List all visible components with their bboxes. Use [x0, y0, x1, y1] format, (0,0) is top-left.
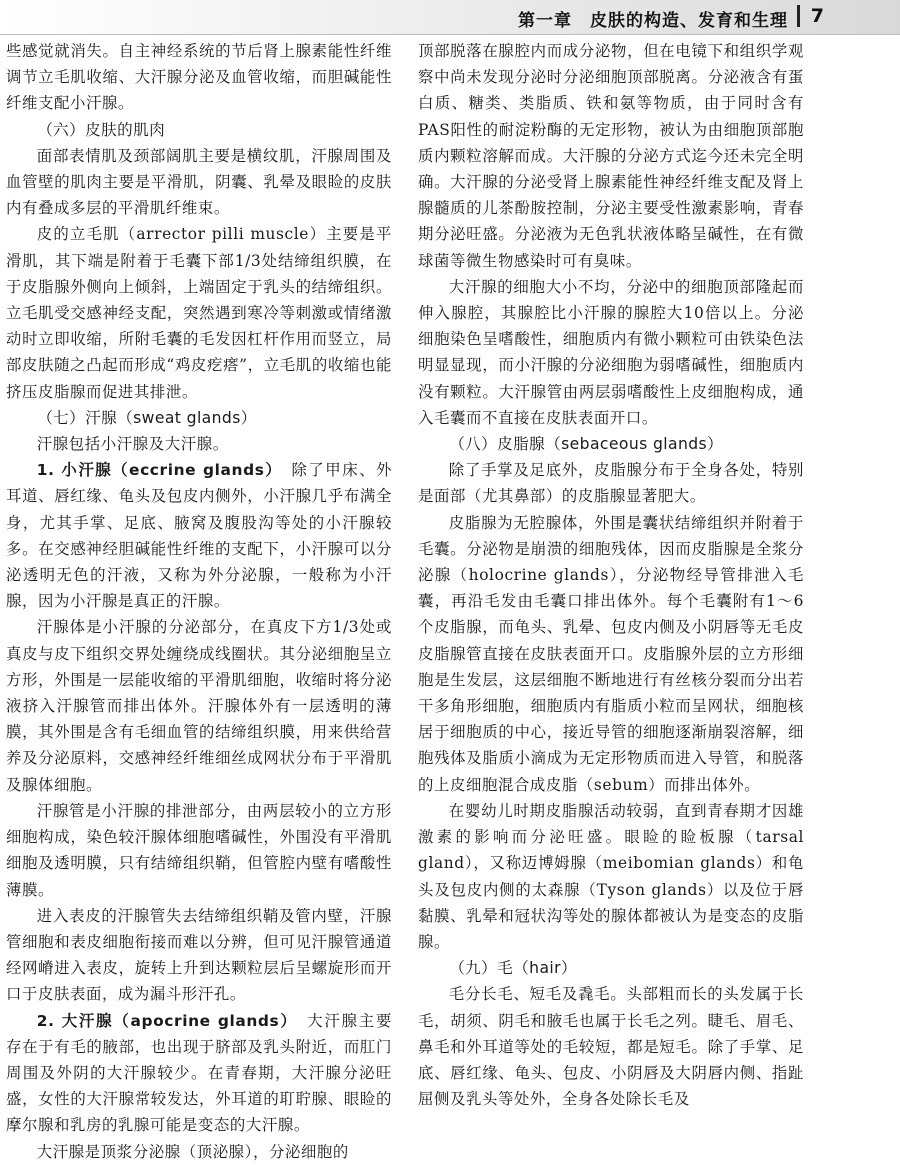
- section-heading-hair: （九）毛（hair）: [449, 959, 577, 978]
- paragraph: 进入表皮的汗腺管失去结缔组织鞘及管内壁，汗腺管细胞和表皮细胞衔接而难以分辨，但可见汗腺管通道经网嵴进入表皮，旋转上升到达颗粒层后呈螺旋形而开口于皮肤表面，成为漏斗形汗孔。: [6, 906, 392, 1004]
- paragraph-text: 除了甲床、外耳道、唇红缘、龟头及包皮内侧外，小汗腺几乎布满全身，尤其手掌、足底、腋窝及腹股沟等处的小汗腺较多。在交感神经胆碱能性纤维的支配下，小汗腺可以分泌透明无色的汗液，又称为外分泌腺，一般称为小汗腺，因为小汗腺是真正的汗腺。: [6, 461, 393, 611]
- section-heading-sebaceous-glands: （八）皮脂腺（sebaceous glands）: [449, 435, 724, 454]
- paragraph-eccrine: [6, 457, 392, 614]
- paragraph: 在婴幼儿时期皮脂腺活动较弱，直到青春期才因雄激素的影响而分泌旺盛。眼睑的睑板腺（tarsal gland），又称迈博姆腺（meibomian glands）和龟头及包皮内侧的太森腺（Tyson glands）以及位于唇黏膜、乳晕和冠状沟等处的腺体都被认为是变态的皮脂腺。: [418, 801, 804, 951]
- paragraph: 大汗腺的细胞大小不均，分泌中的细胞顶部隆起而伸入腺腔，其腺腔比小汗腺的腺腔大10倍以上。分泌细胞染色呈嗜酸性，细胞质内有微小颗粒可由铁染色法明显显现，而小汗腺的分泌细胞为弱嗜碱性，细胞质内没有颗粒。大汗腺管由两层弱嗜酸性上皮细胞构成，通入毛囊而不直接在皮肤表面开口。: [418, 277, 804, 427]
- paragraph: 些感觉就消失。自主神经系统的节后肾上腺素能性纤维调节立毛肌收缩、大汗腺分泌及血管收缩，而胆碱能性纤维支配小汗腺。: [6, 42, 392, 113]
- paragraph: 除了手掌及足底外，皮脂腺分布于全身各处，特别是面部（尤其鼻部）的皮脂腺显著肥大。: [418, 461, 804, 506]
- paragraph: 汗腺管是小汗腺的排泄部分，由两层较小的立方形细胞构成，染色较汗腺体细胞嗜碱性，外围没有平滑肌细胞及透明膜，只有结缔组织鞘，但管腔内壁有嗜酸性薄膜。: [6, 801, 392, 899]
- paragraph: 皮的立毛肌（arrector pilli muscle）主要是平滑肌，其下端是附着于毛囊下部1/3处结缔组织膜，在于皮脂腺外侧向上倾斜，上端固定于乳头的结缔组织。立毛肌受交感神经支配，突然遇到寒冷等刺激或情绪激动时立即收缩，所附毛囊的毛发因杠杆作用而竖立，局部皮肤随之凸起而形成“鸡皮疙瘩”，立毛肌的收缩也能挤压皮脂腺而促进其排泄。: [6, 225, 392, 401]
- section-heading-sweat-glands: （七）汗腺（sweat glands）: [37, 408, 257, 427]
- paragraph: 顶部脱落在腺腔内而成分泌物，但在电镜下和组织学观察中尚未发现分泌时分泌细胞顶部脱离。分泌液含有蛋白质、糖类、类脂质、铁和氨等物质，由于同时含有PAS阳性的耐淀粉酶的无定形物，被认为由细胞顶部胞质内颗粒溶解而成。大汗腺的分泌方式迄今还未完全明确。大汗腺的分泌受肾上腺素能性神经纤维支配及肾上腺髓质的儿茶酚胺控制，分泌主要受性激素影响，青春期分泌旺盛。分泌液为无色乳状液体略呈碱性，在有微球菌等微生物感染时可有臭味。: [418, 42, 804, 270]
- paragraph: 大汗腺是顶浆分泌腺（顶泌腺），分泌细胞的: [36, 1142, 349, 1161]
- paragraph-apocrine: [6, 1008, 392, 1139]
- subheading-apocrine: 2. 大汗腺（apocrine glands）: [36, 1011, 290, 1030]
- chapter-title: 第一章 皮肤的构造、发育和生理: [518, 11, 788, 31]
- paragraph: 毛分长毛、短毛及毳毛。头部粗而长的头发属于长毛，胡须、阴毛和腋毛也属于长毛之列。睫毛、眉毛、鼻毛和外耳道等处的毛较短，都是短毛。除了手掌、足底、唇红缘、龟头、包皮、小阴唇及大阴唇内侧、指趾屈侧及乳头等处外，全身各处除长毛及: [418, 985, 804, 1109]
- right-column: [418, 38, 804, 1112]
- header-divider: [797, 5, 800, 27]
- section-heading-muscles: （六）皮肤的肌肉: [37, 120, 166, 139]
- paragraph: 面部表情肌及颈部阔肌主要是横纹肌，汗腺周围及血管壁的肌肉主要是平滑肌，阴囊、乳晕及眼睑的皮肤内有叠成多层的平滑肌纤维束。: [6, 146, 392, 218]
- paragraph-text: 大汗腺主要存在于有毛的腋部，也出现于脐部及乳头附近，而肛门周围及外阴的大汗腺较少。在青春期，大汗腺分泌旺盛，女性的大汗腺常较发达，外耳道的耵聍腺、眼睑的摩尔腺和乳房的乳腺可能是变态的大汗腺。: [6, 1011, 393, 1135]
- paragraph: 汗腺体是小汗腺的分泌部分，在真皮下方1/3处或真皮与皮下组织交界处缠绕成线圈状。其分泌细胞呈立方形，外围是一层能收缩的平滑肌细胞，收缩时将分泌液挤入汗腺管而排出体外。汗腺体外有一层透明的薄膜，其外围是含有毛细血管的结缔组织膜，用来供给营养及分泌原料，交感神经纤维细丝成网状分布于平滑肌及腺体细胞。: [6, 618, 392, 794]
- page-header: [0, 0, 900, 35]
- paragraph: 皮脂腺为无腔腺体，外围是囊状结缔组织并附着于毛囊。分泌物是崩溃的细胞残体，因而皮脂腺是全浆分泌腺（holocrine glands），分泌物经导管排泄入毛囊，再沿毛发由毛囊口排出体外。每个毛囊附有1～6个皮脂腺，而龟头、乳晕、包皮内侧及小阴唇等无毛皮皮脂腺管直接在皮肤表面开口。皮脂腺外层的立方形细胞是生发层，这层细胞不断地进行有丝核分裂而分出若干多角形细胞，细胞质内有脂质小粒而呈网状，细胞核居于细胞质的中心，接近导管的细胞逐渐崩裂溶解，细胞残体及脂质小滴成为无定形物质而进入导管，和脱落的上皮细胞混合成皮脂（sebum）而排出体外。: [418, 513, 804, 794]
- left-column: [6, 38, 392, 1165]
- paragraph: 汗腺包括小汗腺及大汗腺。: [36, 435, 229, 454]
- page-number: 7: [810, 5, 824, 27]
- subheading-eccrine: 1. 小汗腺（eccrine glands）: [36, 461, 275, 480]
